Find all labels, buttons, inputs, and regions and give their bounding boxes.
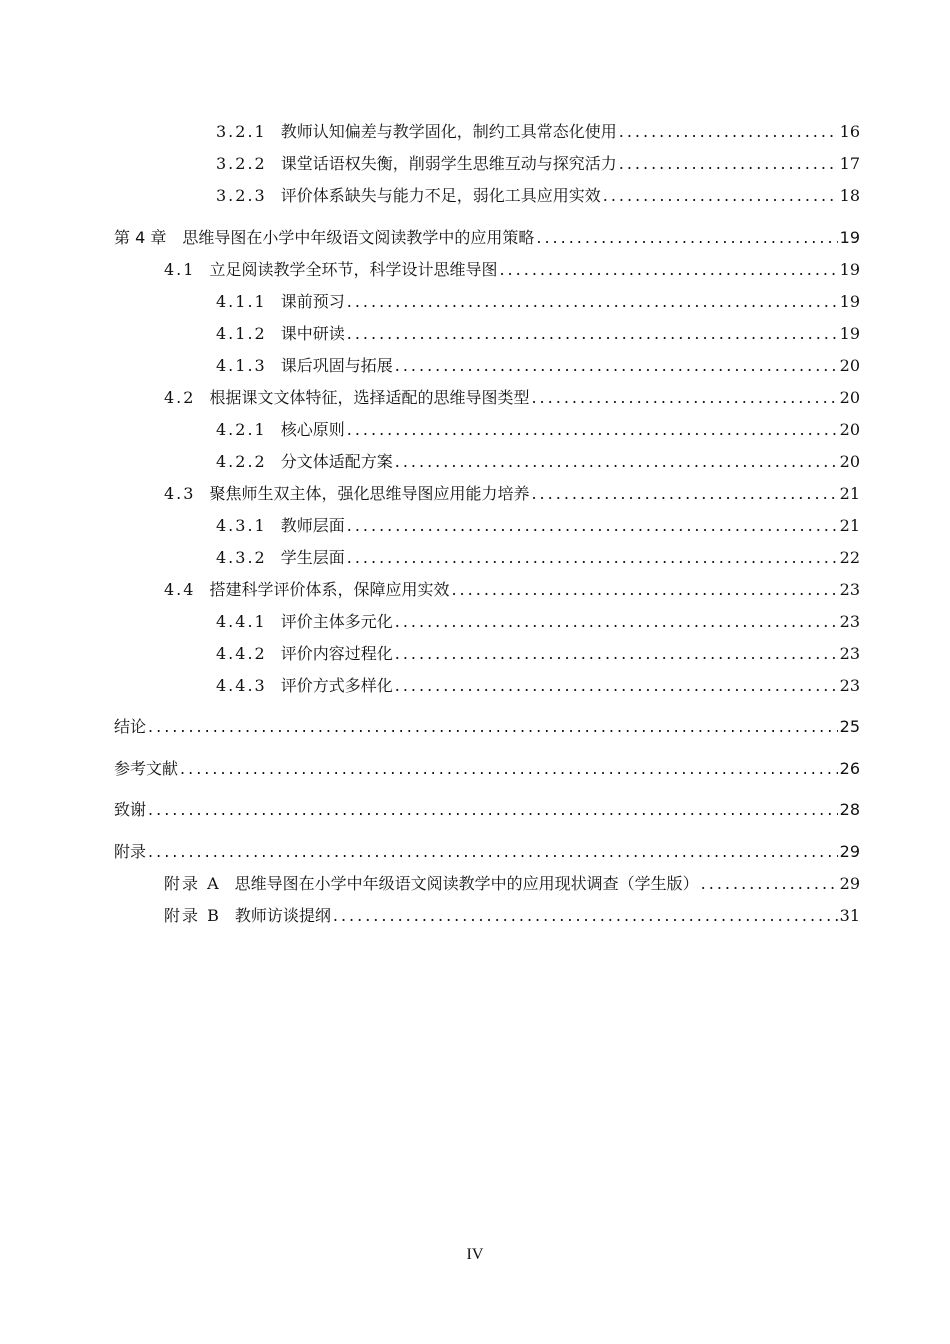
toc-entry-title: 课堂话语权失衡，削弱学生思维互动与探究活力 [280,154,617,173]
toc-entry-title: 立足阅读教学全环节，科学设计思维导图 [209,260,498,279]
toc-entry-title: 教师访谈提纲 [234,906,331,925]
toc-entry-number: 4.4.2 [216,644,267,663]
toc-leader-dots [619,122,838,142]
toc-entry-page: 20 [839,452,860,471]
toc-leader-dots [536,228,837,248]
toc-entry-page: 22 [839,548,860,567]
toc-entry[interactable] [216,612,860,632]
toc-leader-dots [619,154,838,174]
toc-entry-page: 23 [839,644,860,663]
toc-entry[interactable] [216,420,860,440]
toc-entry-page: 29 [839,842,860,861]
toc-leader-dots [148,800,838,820]
page-number-footer: IV [466,1246,484,1263]
toc-entry-page: 19 [839,228,860,247]
toc-entry-page: 23 [839,580,860,599]
toc-entry-title: 评价内容过程化 [280,644,393,663]
toc-entry-page: 23 [839,612,860,631]
toc-entry[interactable] [216,154,860,174]
toc-entry-page: 16 [839,122,860,141]
toc-entry-page: 23 [839,676,860,695]
toc-entry-title: 课前预习 [280,292,345,311]
toc-entry[interactable] [164,260,860,280]
toc-leader-dots [148,842,838,862]
toc-leader-dots [148,717,838,737]
toc-entry[interactable] [216,516,860,536]
toc-entry-title: 根据课文文体特征，选择适配的思维导图类型 [209,388,530,407]
toc-entry-title: 评价体系缺失与能力不足，弱化工具应用实效 [280,186,601,205]
toc-entry[interactable] [164,874,860,894]
toc-entry-title: 分文体适配方案 [280,452,393,471]
toc-entry-page: 25 [839,717,860,736]
toc-chapter-entry[interactable] [114,759,860,779]
toc-entry[interactable] [216,122,860,142]
toc-entry-number: 4.4 [164,580,196,599]
toc-leader-dots [395,356,838,376]
toc-entry-number: 4.4.1 [216,612,267,631]
toc-entry-title: 思维导图在小学中年级语文阅读教学中的应用现状调查（学生版） [234,874,699,893]
toc-entry-number: 4.2.1 [216,420,267,439]
toc-entry[interactable] [216,292,860,312]
toc-entry[interactable] [216,676,860,696]
toc-entry-number: 4.1 [164,260,196,279]
toc-chapter-title: 结论 [114,717,147,736]
toc-entry-page: 19 [839,260,860,279]
toc-leader-dots [347,548,838,568]
toc-entry-title: 聚焦师生双主体，强化思维导图应用能力培养 [209,484,530,503]
toc-entry-title: 核心原则 [280,420,345,439]
toc-leader-dots [395,612,838,632]
toc-leader-dots [180,759,838,779]
toc-entry-number: 4.3.1 [216,516,267,535]
toc-entry-number: 4.1.2 [216,324,267,343]
toc-entry-title: 课中研读 [280,324,345,343]
toc-leader-dots [451,580,837,600]
toc-entry[interactable] [216,356,860,376]
toc-entry[interactable] [164,388,860,408]
toc-entry-page: 26 [839,759,860,778]
toc-entry-page: 21 [839,516,860,535]
toc-entry-title: 评价主体多元化 [280,612,393,631]
toc-entry-number: 4.2.2 [216,452,267,471]
toc-entry-number: 4.4.3 [216,676,267,695]
toc-leader-dots [395,644,838,664]
toc-entry-title: 课后巩固与拓展 [280,356,393,375]
toc-entry-title: 学生层面 [280,548,345,567]
toc-entry-title: 评价方式多样化 [280,676,393,695]
toc-entry-title: 教师认知偏差与教学固化，制约工具常态化使用 [280,122,617,141]
toc-chapter-title: 附录 [114,842,147,861]
toc-entry[interactable] [216,452,860,472]
toc-chapter-title: 致谢 [114,800,147,819]
toc-entry-page: 20 [839,356,860,375]
toc-entry-number: 4.1.1 [216,292,267,311]
toc-leader-dots [531,388,837,408]
toc-entry-page: 20 [839,388,860,407]
toc-entry-page: 18 [839,186,860,205]
toc-entry-number: 3.2.1 [216,122,267,141]
toc-chapter-title: 思维导图在小学中年级语文阅读教学中的应用策略 [182,228,535,247]
toc-entry-title: 教师层面 [280,516,345,535]
toc-entry[interactable] [164,580,860,600]
toc-entry-page: 28 [839,800,860,819]
toc-leader-dots [603,186,838,206]
toc-entry-page: 21 [839,484,860,503]
toc-entry[interactable] [216,644,860,664]
toc-entry-page: 31 [839,906,860,925]
toc-entry[interactable] [216,548,860,568]
toc-entry-page: 29 [839,874,860,893]
toc-leader-dots [333,906,838,926]
toc-chapter-title: 参考文献 [114,759,179,778]
toc-chapter-number: 第 4 章 [114,228,167,247]
toc-entry-number: 3.2.2 [216,154,267,173]
toc-entry-title: 搭建科学评价体系，保障应用实效 [209,580,450,599]
toc-chapter-entry[interactable] [114,800,860,820]
toc-chapter-entry[interactable] [114,228,860,248]
toc-entry-number: 4.3 [164,484,196,503]
toc-chapter-entry[interactable] [114,717,860,737]
toc-leader-dots [395,676,838,696]
toc-entry-number: 附录 A [164,874,221,893]
toc-entry[interactable] [216,324,860,344]
toc-leader-dots [347,324,838,344]
toc-entry[interactable] [164,484,860,504]
toc-leader-dots [347,420,838,440]
toc-entry[interactable] [164,906,860,926]
toc-entry-number: 附录 B [164,906,221,925]
toc-entry-number: 4.1.3 [216,356,267,375]
toc-entry-page: 19 [839,292,860,311]
toc-entry-page: 19 [839,324,860,343]
toc-leader-dots [499,260,837,280]
toc-entry-number: 3.2.3 [216,186,267,205]
toc-leader-dots [531,484,837,504]
toc-leader-dots [347,516,838,536]
toc-leader-dots [347,292,838,312]
toc-leader-dots [701,874,838,894]
toc-entry[interactable] [216,186,860,206]
toc-leader-dots [395,452,838,472]
toc-entry-page: 17 [839,154,860,173]
toc-chapter-entry[interactable] [114,842,860,862]
toc-entry-number: 4.3.2 [216,548,267,567]
toc-entry-number: 4.2 [164,388,196,407]
toc-entry-page: 20 [839,420,860,439]
